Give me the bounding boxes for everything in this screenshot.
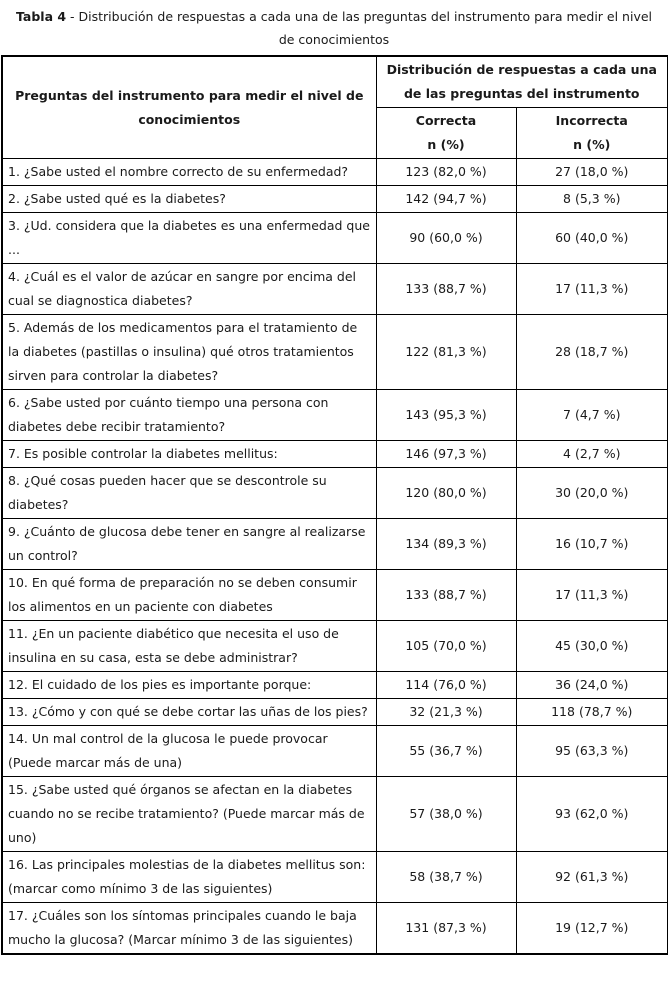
table-row <box>2 213 668 264</box>
incorrecta-cell: 60 (40,0 %) <box>516 213 668 264</box>
correcta-column-sublabel: n (%) <box>427 137 465 152</box>
question-cell: 3. ¿Ud. considera que la diabetes es una enfermedad que ... <box>2 213 376 264</box>
correcta-cell: 123 (82,0 %) <box>376 159 516 186</box>
incorrecta-cell: 4 (2,7 %) <box>516 441 668 468</box>
correcta-cell: 142 (94,7 %) <box>376 186 516 213</box>
question-cell: 4. ¿Cuál es el valor de azúcar en sangre por encima del cual se diagnostica diabetes? <box>2 264 376 315</box>
incorrecta-column-sublabel: n (%) <box>573 137 611 152</box>
table-row <box>2 777 668 852</box>
table-row <box>2 699 668 726</box>
incorrecta-cell: 28 (18,7 %) <box>516 315 668 390</box>
incorrecta-cell: 95 (63,3 %) <box>516 726 668 777</box>
correcta-cell: 146 (97,3 %) <box>376 441 516 468</box>
table-caption <box>1 2 667 55</box>
incorrecta-cell: 36 (24,0 %) <box>516 672 668 699</box>
question-cell: 15. ¿Sabe usted qué órganos se afectan en la diabetes cuando no se recibe tratamiento? (Puede marcar más de uno) <box>2 777 376 852</box>
question-cell: 13. ¿Cómo y con qué se debe cortar las uñas de los pies? <box>2 699 376 726</box>
correcta-cell: 57 (38,0 %) <box>376 777 516 852</box>
incorrecta-cell: 17 (11,3 %) <box>516 264 668 315</box>
results-table <box>1 55 668 955</box>
incorrecta-cell: 45 (30,0 %) <box>516 621 668 672</box>
question-cell: 2. ¿Sabe usted qué es la diabetes? <box>2 186 376 213</box>
question-cell: 17. ¿Cuáles son los síntomas principales cuando le baja mucho la glucosa? (Marcar mínimo 3 de las siguientes) <box>2 903 376 955</box>
table-caption-label: Tabla 4 <box>15 9 67 24</box>
correcta-cell: 131 (87,3 %) <box>376 903 516 955</box>
questions-column-header: Preguntas del instrumento para medir el nivel de conocimientos <box>2 56 376 159</box>
question-cell: 14. Un mal control de la glucosa le puede provocar (Puede marcar más de una) <box>2 726 376 777</box>
question-cell: 8. ¿Qué cosas pueden hacer que se descontrole su diabetes? <box>2 468 376 519</box>
correcta-column-header <box>376 108 516 159</box>
incorrecta-cell: 17 (11,3 %) <box>516 570 668 621</box>
incorrecta-cell: 27 (18,0 %) <box>516 159 668 186</box>
correcta-column-label: Correcta <box>415 113 477 128</box>
correcta-cell: 122 (81,3 %) <box>376 315 516 390</box>
question-cell: 7. Es posible controlar la diabetes mellitus: <box>2 441 376 468</box>
correcta-cell: 120 (80,0 %) <box>376 468 516 519</box>
table-row <box>2 672 668 699</box>
question-cell: 10. En qué forma de preparación no se deben consumir los alimentos en un paciente con diabetes <box>2 570 376 621</box>
incorrecta-cell: 16 (10,7 %) <box>516 519 668 570</box>
question-cell: 1. ¿Sabe usted el nombre correcto de su enfermedad? <box>2 159 376 186</box>
correcta-cell: 114 (76,0 %) <box>376 672 516 699</box>
table-row <box>2 468 668 519</box>
incorrecta-column-header <box>516 108 668 159</box>
table-row <box>2 621 668 672</box>
incorrecta-cell: 7 (4,7 %) <box>516 390 668 441</box>
incorrecta-cell: 8 (5,3 %) <box>516 186 668 213</box>
correcta-cell: 143 (95,3 %) <box>376 390 516 441</box>
table-row <box>2 441 668 468</box>
table-row <box>2 264 668 315</box>
incorrecta-cell: 30 (20,0 %) <box>516 468 668 519</box>
question-cell: 5. Además de los medicamentos para el tratamiento de la diabetes (pastillas o insulina) qué otros tratamientos sirven para controlar la diabetes? <box>2 315 376 390</box>
question-cell: 12. El cuidado de los pies es importante porque: <box>2 672 376 699</box>
correcta-cell: 32 (21,3 %) <box>376 699 516 726</box>
incorrecta-cell: 93 (62,0 %) <box>516 777 668 852</box>
correcta-cell: 133 (88,7 %) <box>376 570 516 621</box>
table-row <box>2 315 668 390</box>
correcta-cell: 105 (70,0 %) <box>376 621 516 672</box>
answers-group-header: Distribución de respuestas a cada una de las preguntas del instrumento <box>376 56 668 108</box>
table-row <box>2 519 668 570</box>
incorrecta-cell: 92 (61,3 %) <box>516 852 668 903</box>
correcta-cell: 134 (89,3 %) <box>376 519 516 570</box>
question-cell: 6. ¿Sabe usted por cuánto tiempo una persona con diabetes debe recibir tratamiento? <box>2 390 376 441</box>
correcta-cell: 55 (36,7 %) <box>376 726 516 777</box>
table-row <box>2 159 668 186</box>
incorrecta-cell: 118 (78,7 %) <box>516 699 668 726</box>
table-row <box>2 852 668 903</box>
header-row-group <box>2 56 668 108</box>
incorrecta-column-label: Incorrecta <box>555 113 628 128</box>
table-caption-text: - Distribución de respuestas a cada una de las preguntas del instrumento para medir el nivel de conocimientos <box>66 9 653 47</box>
incorrecta-cell: 19 (12,7 %) <box>516 903 668 955</box>
table-row <box>2 186 668 213</box>
table-row <box>2 570 668 621</box>
question-cell: 9. ¿Cuánto de glucosa debe tener en sangre al realizarse un control? <box>2 519 376 570</box>
correcta-cell: 90 (60,0 %) <box>376 213 516 264</box>
question-cell: 11. ¿En un paciente diabético que necesita el uso de insulina en su casa, esta se debe administrar? <box>2 621 376 672</box>
correcta-cell: 133 (88,7 %) <box>376 264 516 315</box>
table-row <box>2 726 668 777</box>
question-cell: 16. Las principales molestias de la diabetes mellitus son: (marcar como mínimo 3 de las siguientes) <box>2 852 376 903</box>
correcta-cell: 58 (38,7 %) <box>376 852 516 903</box>
table-row <box>2 903 668 955</box>
table-row <box>2 390 668 441</box>
